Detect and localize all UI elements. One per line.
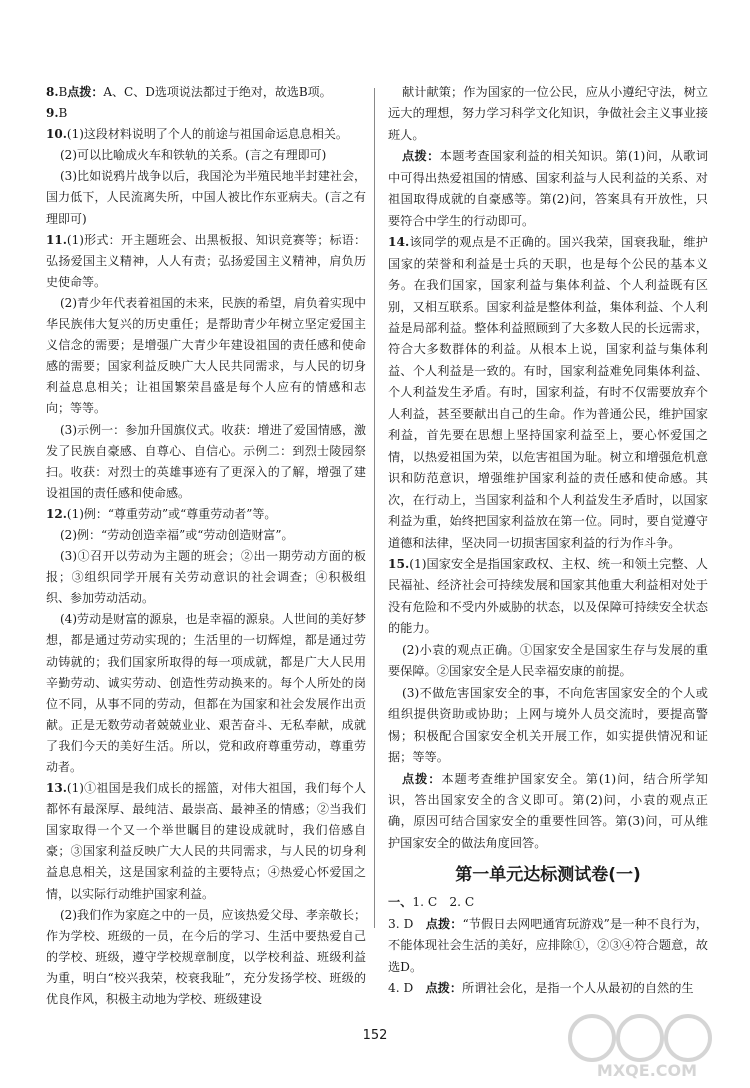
answer-paragraph (388, 82, 708, 146)
section-title: 第一单元达标测试卷(一) (455, 865, 641, 886)
answer-text: (1)国家安全是指国家政权、主权、统一和领土完整、人民福祉、经济社会可持续发展和国家其他重大利益相对处于没有危险和不受内外威胁的状态，以及保障可持续安全状态的能力。 (388, 556, 708, 636)
answer-text: (4)劳动是财富的源泉，也是幸福的源泉。人世间的美好梦想，都是通过劳动实现的；生活里的一切辉煌，都是通过劳动铸就的；我们国家所取得的每一项成就，都是广大人民用辛勤劳动、诚实劳动、创造性劳动换来的。每个人所处的岗位不同，从事不同的劳动，但都在为国家和社会发展作出贡献。正是无数劳动者兢兢业业、艰苦奋斗、无私奉献，成就了我们今天的美好生活。所以，党和政府尊重劳动，尊重劳动者。 (46, 612, 366, 774)
answer-paragraph (46, 124, 366, 145)
answer-text: (2)青少年代表着祖国的未来，民族的希望，肩负着实现中华民族伟大复兴的历史重任；是帮助青少年树立坚定爱国主义信念的需要；是增强广大青少年建设祖国的责任感和使命感的需要；国家利益反映广大人民共同需求，与人民的切身利益息息相关；让祖国繁荣昌盛是每个人应有的情感和志向；等等。 (46, 295, 366, 416)
answer-paragraph (388, 683, 708, 769)
question-number: 15. (388, 556, 410, 571)
answer-text: (2)我们作为家庭之中的一员，应该热爱父母、孝亲敬长；作为学校、班级的一员，在今后的学习、生活中要热爱自己的学校、班级，遵守学校规章制度，以学校利益、班级利益为重，明白“校兴我荣，校衰我耻”，充分发扬学校、班级的优良作风，积极主动地为学校、班级建设 (46, 907, 366, 1007)
answer-paragraph (46, 103, 366, 124)
answer-text: (2)例：“劳动创造幸福”或“劳动创造财富”。 (60, 527, 294, 542)
answer-paragraph (388, 640, 708, 683)
answer-paragraph (388, 914, 708, 978)
hint-label: 点拨： (425, 981, 463, 996)
answer-paragraph (46, 230, 366, 293)
answer-paragraph (46, 293, 366, 420)
answer-paragraph (388, 232, 708, 554)
answer-paragraph (46, 504, 366, 525)
answer-text: (3)比如说鸦片战争以后，我国沦为半殖民地半封建社会，国力低下，人民流离失所，中国人被比作东亚病夫。(言之有理即可) (46, 169, 366, 226)
answer-paragraph (388, 146, 708, 232)
answer-paragraph (46, 546, 366, 609)
watermark-logo (562, 1008, 732, 1080)
answer-text: 献计献策；作为国家的一位公民，应从小遵纪守法，树立远大的理想，努力学习科学文化知识，争做社会主义事业接班人。 (388, 85, 708, 142)
answer-text: (2)小袁的观点正确。①国家安全是国家生存与发展的重要保障。②国家安全是人民幸福安康的前提。 (388, 642, 708, 679)
question-number: 13. (46, 781, 67, 796)
answer-paragraph (46, 166, 366, 229)
question-number: 14. (388, 235, 410, 250)
right-column (388, 82, 708, 1000)
watermark-text: MXQE.COM (596, 1061, 698, 1080)
answer-paragraph (46, 145, 366, 166)
answer-paragraph (46, 420, 366, 504)
hint-text: 本题考查国家利益的相关知识。第(1)问，从歌词中可得出热爱祖国的情感、国家利益与人民利益的关系、对祖国取得成就的自豪感等。第(2)问，答案具有开放性，只要符合中学生的行动即可。 (388, 149, 709, 228)
hint-label: 点拨： (402, 149, 440, 164)
question-number: 一、 (388, 895, 413, 910)
answer-paragraph (46, 82, 366, 103)
question-number: 11. (46, 232, 67, 247)
answer-paragraph (388, 769, 708, 855)
answer-text: B (58, 85, 68, 99)
answer-text: 4. D (388, 981, 426, 996)
hint-text: “节假日去网吧通宵玩游戏”是一种不良行为，不能体现社会生活的美好，应排除①，②③④符合题意，故选D。 (388, 916, 708, 974)
hint-label: 点拨： (425, 916, 463, 931)
answer-text: (3)示例一：参加升国旗仪式。收获：增进了爱国情感，激发了民族自豪感、自尊心、自信心。示例二：到烈士陵园祭扫。收获：对烈士的英雄事迹有了更深入的了解，增强了建设祖国的责任感和使命感。 (46, 422, 366, 500)
left-column (46, 82, 366, 1010)
answer-text: 该同学的观点是不正确的。国兴我荣，国衰我耻，维护国家的荣誉和利益是士兵的天职，也是每个公民的基本义务。在我们国家，国家利益与集体利益、个人利益既有区别，又相互联系。国家利益是整体利益，集体利益、个人利益是局部利益。整体利益照顾到了大多数人民的长远需求，符合大多数群体的利益。从根本上说，国家利益与集体利益、个人利益是一致的。有时，国家利益难免同集体利益、个人利益发生矛盾。有时，国家利益，有时不仅需要放弃个人利益，甚至要献出自己的生命。作为普通公民，维护国家利益，首先要在思想上坚持国家利益至上，要心怀爱国之情，以热爱祖国为荣，以危害祖国为耻。树立和增强危机意识和防范意识，增强维护国家利益的责任感和使命感。其次，在行动上，当国家利益和个人利益发生矛盾时，以国家利益为重，始终把国家利益放在第一位。同时，要自觉遵守道德和法律，坚决同一切损害国家利益的行为作斗争。 (388, 235, 708, 550)
question-number: 8. (46, 85, 59, 99)
answer-paragraph (388, 892, 708, 913)
answer-text: (2)可以比喻成火车和铁轨的关系。(言之有理即可) (60, 148, 327, 163)
column-divider (374, 88, 375, 928)
answer-text: 3. D (388, 916, 426, 931)
answer-paragraph (388, 554, 708, 640)
answer-paragraph (46, 525, 366, 546)
answer-text: (1)①祖国是我们成长的摇篮，对伟大祖国，我们每个人都怀有最深厚、最纯洁、最崇高、最神圣的情感；②当我们国家取得一个又一个举世瞩目的建设成就时，我们倍感自豪；③国家利益反映广大人民的共同需求，与人民的切身利益息息相关，这是国家利益的主要特点；④热爱心怀爱国之情，以实际行动维护国家利益。 (46, 781, 366, 901)
answer-paragraph (388, 978, 708, 999)
question-number: 12. (46, 506, 67, 521)
answer-text: B (58, 106, 68, 121)
hint-text: 所谓社会化，是指一个人从最初的自然的生 (462, 981, 694, 996)
hint-label: 点拨： (67, 85, 104, 99)
answer-text: (3)①召开以劳动为主题的班会；②出一期劳动方面的板报；③组织同学开展有关劳动意识的社会调查；④积极组织、参加劳动活动。 (46, 549, 366, 606)
answer-text: (1)形式：开主题班会、出黑板报、知识竞赛等；标语：弘扬爱国主义精神，人人有责；弘扬爱国主义精神，肩负历史使命等。 (46, 232, 366, 289)
answer-paragraph (46, 609, 366, 778)
hint-label: 点拨： (402, 771, 442, 786)
answer-text: 1. C 2. C (412, 895, 475, 910)
answer-text: (3)不做危害国家安全的事，不向危害国家安全的个人或组织提供资助或协助；上网与境外人员交流时，要提高警惕；积极配合国家安全机关开展工作，如实提供情况和证据；等等。 (388, 685, 708, 765)
answer-text: (1)这段材料说明了个人的前途与祖国命运息息相关。 (66, 127, 348, 142)
page-number: 152 (362, 1028, 388, 1043)
question-number: 9. (46, 106, 59, 121)
answer-text: (1)例：“尊重劳动”或“尊重劳动者”等。 (66, 506, 277, 521)
answer-paragraph (46, 905, 366, 1010)
hint-text: 本题考查维护国家安全。第(1)问，结合所学知识，答出国家安全的含义即可。第(2)问，小袁的观点正确，原因可结合国家安全的重要性回答。第(3)问，可从维护国家安全的做法角度回答。 (388, 771, 708, 850)
hint-text: A、C、D选项说法都过于绝对，故选B项。 (103, 85, 332, 99)
answer-paragraph (46, 778, 366, 905)
question-number: 10. (46, 127, 67, 142)
